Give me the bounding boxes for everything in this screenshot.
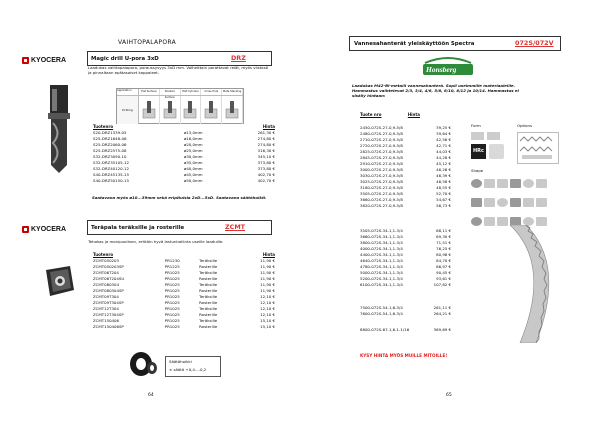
product-code: ZCMT12T304SP	[93, 312, 124, 317]
material: Teräksille	[199, 294, 218, 299]
blade-info-graphics	[471, 124, 561, 224]
product-code: 2845-072S-27-0,9-5/8	[360, 155, 403, 160]
zcmt-col-price: Hinta	[262, 252, 275, 257]
shape-icon	[523, 179, 534, 188]
grade: PR1225	[164, 264, 180, 269]
kyocera-logo-text-2: KYOCERA	[31, 226, 67, 233]
grade: PR1025	[164, 306, 180, 311]
adjustment-label: Säätöholkki	[169, 359, 192, 364]
product-code: 3505-072S-27-0,9-5/8	[360, 191, 403, 196]
icon-header: Cross Hole	[201, 89, 222, 95]
price: 11,90 €	[260, 264, 275, 269]
price: 11,90 €	[260, 258, 275, 263]
product-code: ZCMT12T304	[93, 306, 119, 311]
price: 345,10 €	[257, 154, 275, 159]
price: 316,30 €	[257, 148, 275, 153]
table-row	[360, 327, 451, 333]
material: Rosterille	[199, 300, 218, 305]
right-page	[300, 0, 600, 424]
product-code: S25-DRZ2060-06	[93, 142, 127, 147]
drill-bit-image	[38, 85, 80, 173]
shape-icon	[484, 198, 495, 207]
zcmt-col-product: Tuotenro	[93, 252, 114, 257]
table-row	[360, 282, 451, 288]
price: 54,67 €	[436, 197, 451, 202]
shape-icon	[536, 179, 547, 188]
honsberg-logo	[421, 55, 475, 79]
material: Rosterille	[199, 312, 218, 317]
price: 46,58 €	[436, 179, 451, 184]
product-code: 3660-072S-27-0,9-5/8	[360, 197, 403, 202]
diameter: ø45,0mm	[183, 172, 203, 177]
product-code: S32-DRZ40120-12	[93, 166, 129, 171]
shape-label: Shape	[471, 168, 484, 173]
shape-icon	[536, 198, 547, 207]
spectra-description: Laadukas M42-Bi-metalli vannesahanterä. Sopii useimmille materiaaleille. Hammastus vaihtelevat 2/3, 3/4, 4/6, 5/8, 6/10, 8/12 ja 10/14. Hammastus ei sisälly hintaan:	[352, 83, 519, 98]
shape-icon	[510, 179, 521, 188]
hrc-icon: HRc	[471, 144, 486, 159]
shape-icon	[497, 198, 508, 207]
material: Rosterille	[199, 264, 218, 269]
price: 76,25 €	[436, 246, 451, 251]
price: 274,80 €	[257, 136, 275, 141]
price: 261,11 €	[433, 305, 451, 310]
price: 12,10 €	[260, 306, 275, 311]
diameter: ø13,0mm	[183, 130, 203, 135]
product-code: ZCMT150406SP	[93, 324, 124, 329]
spectra-group-3	[360, 305, 451, 317]
product-code: ZCMT09T304SP	[93, 300, 124, 305]
insert-image	[40, 262, 78, 300]
drz-description: Laadukas vaihtopalapora, poraussyvyys 3xD mm. Vaiheittain porattavat reiät, myös viistosti ja pinnaltaan epätasaiset kappaleet.	[88, 65, 269, 75]
drz-col-price: Hinta	[262, 124, 275, 129]
material: Teräksille	[199, 270, 218, 275]
price: 369,69 €	[433, 327, 451, 332]
kyocera-logo-text: KYOCERA	[31, 57, 67, 64]
product-code: 2910-072S-27-0,9-5/8	[360, 161, 403, 166]
product-code: 2720-072S-27-0,9-5/8	[360, 143, 403, 148]
grade: PR1025	[164, 288, 180, 293]
honsberg-logo-text: Honsberg	[426, 65, 457, 74]
icon-header: Flat Surface	[139, 89, 160, 95]
diameter: ø30,0mm	[183, 154, 203, 159]
adjustment-value: ± säätö +0,4...-0,2	[169, 367, 207, 372]
product-code: 3800-072S-34-1,1-3/4	[360, 240, 403, 245]
material: Teräksille	[199, 318, 218, 323]
spectra-group-1	[360, 125, 451, 209]
drz-title-box	[87, 51, 272, 66]
drz-table	[93, 124, 275, 184]
price: 46,26 €	[436, 167, 451, 172]
kyocera-logo-2	[22, 226, 66, 233]
spectra-title: Vannesahanterät yleiskäyttöön Spectra	[354, 41, 475, 47]
table-row	[93, 178, 275, 184]
grade: PR1025	[164, 270, 180, 275]
icon-header-application: Application	[117, 89, 139, 95]
adjustment-box	[165, 356, 221, 377]
shape-icon	[497, 179, 508, 188]
product-code: 2480-072S-27-0,9-5/8	[360, 131, 403, 136]
price: 11,90 €	[260, 282, 275, 287]
product-code: 5200-072S-34-1,1-3/4	[360, 276, 403, 281]
shape-icon	[484, 179, 495, 188]
spectra-col-product: Tuote nro	[360, 112, 382, 117]
adjustment-sleeve-image	[128, 350, 158, 378]
product-code: 3660-072S-34-1,1-3/4	[360, 234, 403, 239]
product-code: 6100-072S-34-1,1-3/4	[360, 282, 403, 287]
price: 52,70 €	[436, 191, 451, 196]
icon-header: Slanted Surface	[160, 89, 181, 95]
product-code: ZCMT050203	[93, 258, 119, 263]
product-code: 4400-072S-34-1,1-3/4	[360, 252, 403, 257]
price: 42,56 €	[436, 137, 451, 142]
product-code: 7500-072S-54-1,6-3/4	[360, 305, 403, 310]
price: 15,10 €	[260, 318, 275, 323]
kyocera-mark-icon-2	[22, 226, 29, 233]
spectra-group-4	[360, 327, 451, 333]
product-code: S40-DRZ45135-15	[93, 172, 129, 177]
material: Rosterille	[199, 276, 218, 281]
material: Teräksille	[199, 258, 218, 263]
diameter: ø16,0mm	[183, 136, 203, 141]
drz-application-table	[116, 88, 244, 124]
zcmt-description: Tehokas ja monipuolinen, erittäin hyvä lastunhallinta useille laaduille.	[88, 239, 224, 244]
price: 68,11 €	[436, 228, 451, 233]
options-panel	[517, 132, 559, 164]
price: 373,80 €	[257, 160, 275, 165]
saw-blade-image	[500, 225, 562, 343]
price: 12,10 €	[260, 294, 275, 299]
price: 71,51 €	[436, 240, 451, 245]
application-icon	[139, 96, 160, 124]
material: Teräksille	[199, 282, 218, 287]
product-code: ZCMT06T204SU	[93, 276, 125, 281]
shape-icon	[471, 217, 482, 226]
price: 12,10 €	[260, 300, 275, 305]
grade: PR1025	[164, 282, 180, 287]
diameter: ø35,0mm	[183, 160, 203, 165]
product-code: ZCMT080304SP	[93, 288, 124, 293]
product-code: 8800-072S-67-1,6-1-1/16	[360, 327, 410, 332]
page-number-left: 64	[148, 393, 154, 398]
zcmt-table	[93, 252, 275, 330]
price: 44,28 €	[436, 155, 451, 160]
product-code: ZCMT06T204	[93, 270, 119, 275]
drz-note: Saatavana myös ø10...59mm sekä eripituisia 2xD...5xD. Saatavana säätöholkit.	[92, 195, 267, 200]
product-code: 4640-072S-34-1,1-3/4	[360, 258, 403, 263]
product-code: 3000-072S-27-0,9-5/8	[360, 167, 403, 172]
options-label: Options	[517, 123, 533, 128]
diameter: ø40,0mm	[183, 166, 203, 171]
drz-drilling-label: Drilling	[117, 96, 139, 124]
product-code: ZCMT050203SP	[93, 264, 124, 269]
price: 402,70 €	[257, 172, 275, 177]
product-code: S25-DRZ2575-08	[93, 148, 127, 153]
zcmt-title: Teräpala teräksille ja rosterille	[91, 225, 185, 231]
shape-icon	[484, 217, 495, 226]
diameter: ø50,0mm	[183, 178, 203, 183]
price: 15,10 €	[260, 324, 275, 329]
material: Teräksille	[199, 306, 218, 311]
product-code: 3820-072S-27-0,9-5/8	[360, 203, 403, 208]
price: 264,21 €	[433, 311, 451, 316]
price-note: KYSY HINTA MYÖS MUILLE MITOILLE!	[360, 353, 448, 358]
product-code: 4780-072S-34-1,1-3/4	[360, 264, 403, 269]
product-code: 3180-072S-27-0,9-5/8	[360, 185, 403, 190]
product-code: 2710-072S-27-0,9-5/8	[360, 137, 403, 142]
grade: PR1025	[164, 312, 180, 317]
product-code: 2825-072S-27-0,9-5/8	[360, 149, 403, 154]
product-code: 4000-072S-34-1,1-3/4	[360, 246, 403, 251]
price: 84,70 €	[436, 258, 451, 263]
table-row	[360, 203, 451, 209]
product-code: 5000-072S-34-1,1-3/4	[360, 270, 403, 275]
shape-icon	[471, 179, 482, 188]
price: 45,12 €	[436, 161, 451, 166]
icon-header: Half Cylinder	[181, 89, 202, 95]
price: 402,70 €	[257, 178, 275, 183]
shape-icon	[523, 198, 534, 207]
price: 69,30 €	[436, 234, 451, 239]
price: 56,73 €	[436, 203, 451, 208]
price: 42,71 €	[436, 143, 451, 148]
drz-application-headers	[117, 89, 243, 99]
spectra-group-2	[360, 228, 451, 288]
application-icon	[181, 96, 202, 124]
price: 39,25 €	[436, 125, 451, 130]
grade: PR1025	[164, 324, 180, 329]
grade: PR1025	[164, 276, 180, 281]
spectra-table-header	[360, 112, 420, 118]
application-icon	[222, 96, 243, 124]
material: Rosterille	[199, 324, 218, 329]
price: 39,64 €	[436, 131, 451, 136]
format-label: Form	[471, 123, 481, 128]
product-code: ZCMT080304	[93, 282, 119, 287]
bimetal-icon	[489, 144, 504, 159]
grade: PR1025	[164, 300, 180, 305]
grade: PR1230	[164, 258, 180, 263]
price: 93,61 €	[436, 276, 451, 281]
grade: PR1025	[164, 318, 180, 323]
spectra-col-price: Hinta	[407, 112, 420, 117]
price: 80,98 €	[436, 252, 451, 257]
price: 11,90 €	[260, 270, 275, 275]
product-code: S32-DRZ3090-10	[93, 154, 127, 159]
price: 12,10 €	[260, 312, 275, 317]
product-code: 7600-072S-54-1,6-3/4	[360, 311, 403, 316]
spectra-table	[360, 112, 420, 118]
price: 107,82 €	[433, 282, 451, 287]
format-icon	[471, 132, 484, 140]
product-code: 3025-072S-27-0,9-5/8	[360, 179, 403, 184]
product-code: S25-DRZ1648-06	[93, 136, 127, 141]
drz-code: DRZ	[231, 54, 246, 62]
grade: PR1025	[164, 294, 180, 299]
product-code: S40-DRZ50150-15	[93, 178, 129, 183]
page-header: VAIHTOPALAPORA	[118, 39, 176, 46]
kyocera-mark-icon	[22, 57, 29, 64]
shape-icon	[510, 198, 521, 207]
price: 373,80 €	[257, 166, 275, 171]
zcmt-code: ZCMT	[225, 223, 246, 231]
diameter: ø20,0mm	[183, 142, 203, 147]
price: 86,97 €	[436, 264, 451, 269]
price: 44,03 €	[436, 149, 451, 154]
price: 48,55 €	[436, 185, 451, 190]
page-number-right: 65	[446, 393, 452, 398]
product-code: 3030-072S-27-0,9-5/8	[360, 173, 403, 178]
diameter: ø25,0mm	[183, 148, 203, 153]
price: 274,80 €	[257, 142, 275, 147]
price: 261,30 €	[257, 130, 275, 135]
icon-header: Plate Stacking	[222, 90, 242, 93]
price: 11,90 €	[260, 276, 275, 281]
price: 90,45 €	[436, 270, 451, 275]
spectra-title-box	[349, 36, 561, 51]
format-icon-2	[487, 132, 500, 140]
drz-title: Magic drill U-pora 3xD	[91, 56, 159, 62]
shape-icon	[471, 198, 482, 207]
product-code: S20-DRZ1339-05	[93, 130, 127, 135]
product-code: ZCMT150406	[93, 318, 119, 323]
product-code: ZCMT09T304	[93, 294, 119, 299]
application-icon	[160, 96, 181, 124]
spectra-code: 072S/072V	[515, 39, 554, 47]
table-row	[360, 311, 451, 317]
material: Rosterille	[199, 288, 218, 293]
kyocera-logo	[22, 57, 66, 64]
price: 11,90 €	[260, 288, 275, 293]
price: 46,39 €	[436, 173, 451, 178]
application-icon	[201, 96, 222, 124]
product-code: 3505-072S-34-1,1-3/4	[360, 228, 403, 233]
table-row	[93, 324, 275, 330]
product-code: S32-DRZ35105-12	[93, 160, 129, 165]
product-code: 2450-072S-27-0,9-5/8	[360, 125, 403, 130]
zcmt-title-box	[87, 220, 272, 235]
drz-col-product: Tuotenro	[93, 124, 114, 129]
